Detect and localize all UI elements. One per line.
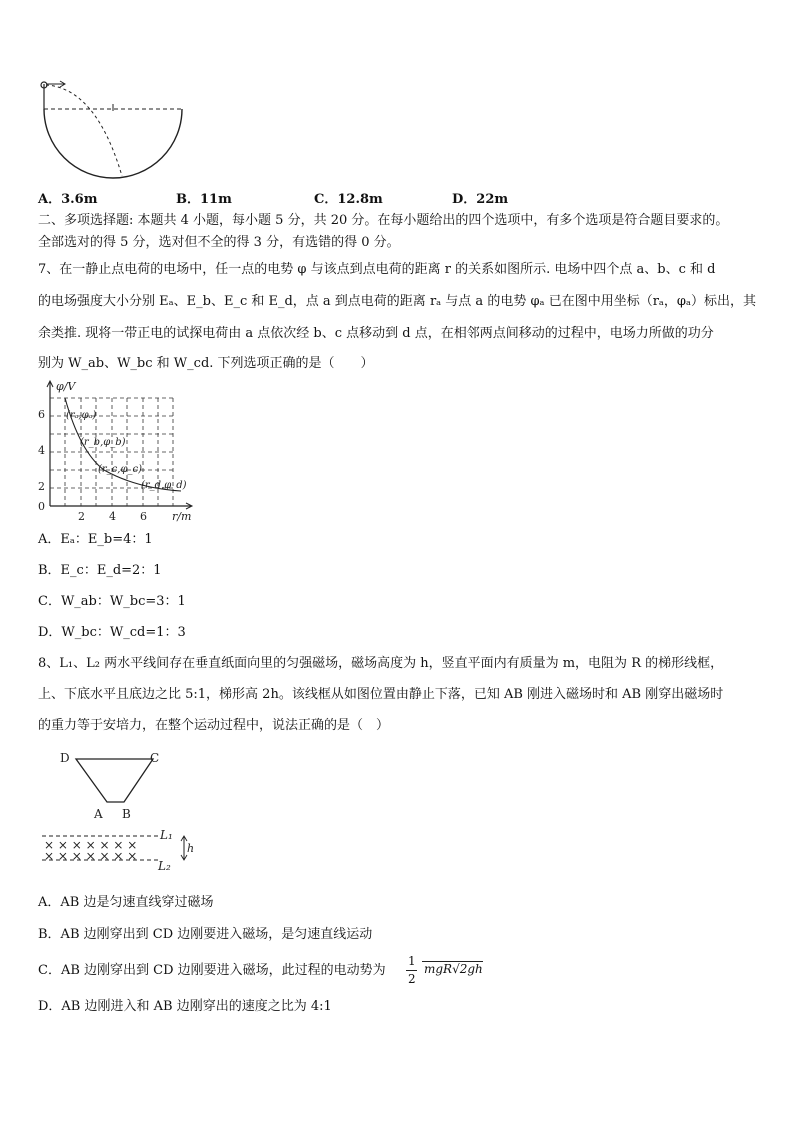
q7-option-d[interactable]: D．W_bc：W_cd=1：3 [38, 625, 186, 640]
y-tick-6: 6 [38, 408, 45, 421]
q6-semicircle-figure [36, 78, 186, 180]
emf-fraction-numerator: 1 [408, 954, 416, 968]
point-c-label: (r_c,φ_c) [98, 464, 142, 475]
q7-stem-line2: 的电场强度大小分别 Eₐ、E_b、E_c 和 E_d，点 a 到点电荷的距离 rₐ 与点 a 的电势 φₐ 已在图中用坐标（rₐ，φₐ）标出，其 [38, 294, 757, 309]
section2-scoring: 全部选对的得 5 分，选对但不全的得 3 分，有选错的得 0 分。 [38, 235, 400, 250]
q8-option-c[interactable]: C．AB 边刚穿出到 CD 边刚要进入磁场，此过程的电动势为 [38, 963, 386, 978]
q7-stem-line3: 余类推. 现将一带正电的试探电荷由 a 点依次经 b、c 点移动到 d 点，在相邻两点间移动的过程中，电场力所做的功分 [38, 326, 714, 341]
q6-option-a[interactable]: A．3.6m [38, 192, 98, 207]
point-a-label: (rₐ,φₐ) [66, 410, 97, 421]
y-tick-4: 4 [38, 444, 45, 457]
point-b-label: (r_b,φ_b) [80, 437, 126, 448]
emf-expression: mgR√2gh [424, 962, 483, 976]
q7-potential-graph [36, 378, 196, 526]
line-l2-label: L₂ [158, 859, 171, 873]
emf-fraction-denominator: 2 [408, 972, 416, 986]
section2-heading: 二、多项选择题: 本题共 4 小题，每小题 5 分，共 20 分。在每小题给出的四个选项中，有多个选项是符合题目要求的。 [38, 213, 729, 228]
field-crosses-row1: × × × × × × × [44, 838, 138, 852]
q7-option-c[interactable]: C．W_ab：W_bc=3：1 [38, 594, 186, 609]
q8-option-a[interactable]: A．AB 边是匀速直线穿过磁场 [38, 895, 214, 910]
q8-stem-line1: 8、L₁、L₂ 两水平线间存在垂直纸面向里的匀强磁场，磁场高度为 h，竖直平面内有质量为 m，电阻为 R 的梯形线框， [38, 656, 724, 671]
y-tick-2: 2 [38, 480, 45, 493]
emf-fraction-bar [406, 970, 417, 971]
x-axis-label: r/m [172, 510, 192, 523]
q7-option-a[interactable]: A．Eₐ：E_b=4：1 [38, 532, 153, 547]
field-crosses-row2: × × × × × × × [44, 849, 138, 863]
q6-option-d[interactable]: D．22m [452, 192, 509, 207]
height-h-label: h [187, 842, 195, 855]
y-tick-0: 0 [38, 500, 45, 513]
line-l1-label: L₁ [160, 828, 173, 842]
q6-option-b[interactable]: B．11m [176, 192, 232, 207]
q8-trapezoid-figure [36, 746, 206, 876]
vertex-d-label: D [60, 751, 70, 765]
x-tick-6: 6 [140, 510, 147, 523]
vertex-c-label: C [150, 751, 160, 765]
q6-option-c[interactable]: C．12.8m [314, 192, 383, 207]
q7-option-b[interactable]: B．E_c：E_d=2：1 [38, 563, 162, 578]
emf-formula [406, 954, 506, 988]
x-tick-4: 4 [109, 510, 116, 523]
vertex-a-label: A [94, 807, 103, 821]
q8-stem-line3: 的重力等于安培力，在整个运动过程中，说法正确的是（ ） [38, 718, 390, 733]
point-d-label: (r_d,φ_d) [141, 480, 187, 491]
q7-stem-line1: 7、在一静止点电荷的电场中，任一点的电势 φ 与该点到点电荷的距离 r 的关系如图所示. 电场中四个点 a、b、c 和 d [38, 262, 716, 277]
vertex-b-label: B [122, 807, 131, 821]
q7-stem-line4: 别为 W_ab、W_bc 和 W_cd. 下列选项正确的是（ ） [38, 356, 374, 371]
q8-stem-line2: 上、下底水平且底边之比 5:1，梯形高 2h。该线框从如图位置由静止下落，已知 AB 刚进入磁场时和 AB 刚穿出磁场时 [38, 687, 724, 702]
q8-option-d[interactable]: D．AB 边刚进入和 AB 边刚穿出的速度之比为 4:1 [38, 999, 332, 1014]
q8-option-b[interactable]: B．AB 边刚穿出到 CD 边刚要进入磁场，是匀速直线运动 [38, 927, 373, 942]
y-axis-label: φ/V [56, 380, 76, 393]
x-tick-2: 2 [78, 510, 85, 523]
